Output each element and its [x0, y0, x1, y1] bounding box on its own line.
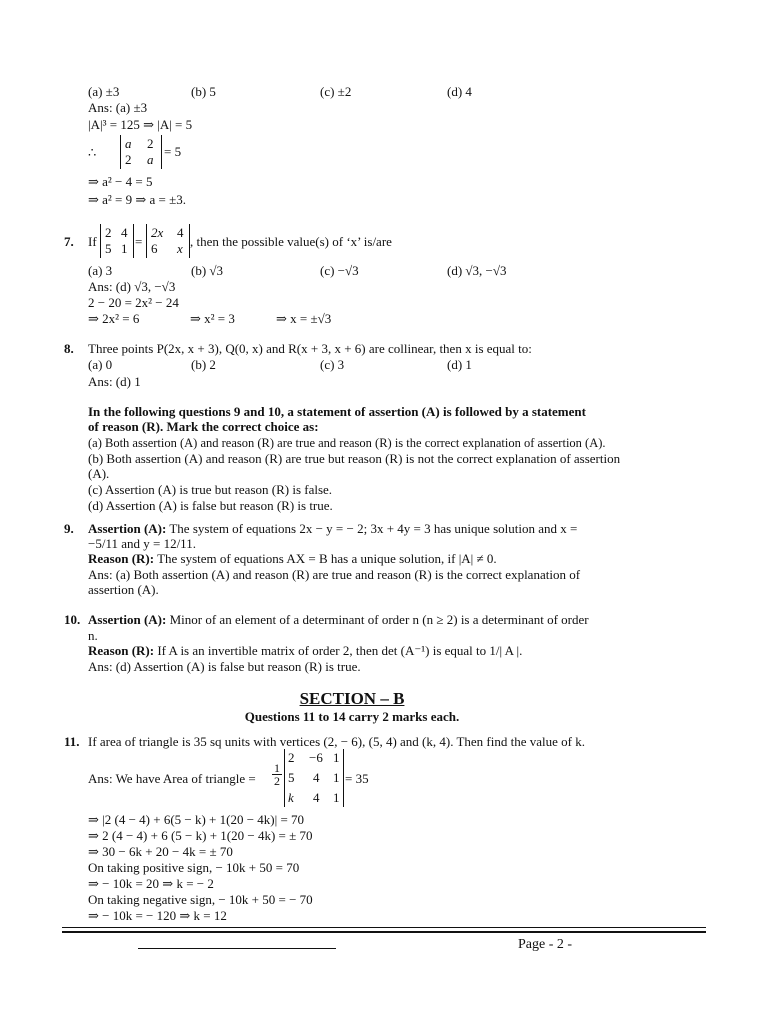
- q7-det-cell: 6: [151, 241, 158, 256]
- q7-determinant-right: [146, 224, 190, 258]
- q7-step-3: ⇒ x² = 3: [190, 311, 235, 326]
- q11-step-7: ⇒ − 10k = − 120 ⇒ k = 12: [88, 908, 227, 923]
- section-subtitle: Questions 11 to 14 carry 2 marks each.: [244, 709, 460, 724]
- q7-step-2: ⇒ 2x² = 6: [88, 311, 140, 326]
- q6-determinant: [120, 135, 162, 169]
- q7-number: 7.: [64, 234, 74, 249]
- q10-answer: Ans: (d) Assertion (A) is false but reason (R) is true.: [88, 659, 361, 674]
- q7-det-cell: 1: [121, 241, 128, 256]
- q7-equals: =: [135, 234, 143, 249]
- q9-reason-label: Reason (R):: [88, 551, 155, 566]
- q6-det-equals: = 5: [164, 144, 182, 159]
- q7-answer: Ans: (d) √3, −√3: [88, 279, 176, 294]
- q11-fraction-denominator: 2: [274, 774, 280, 788]
- q11-det-cell: 1: [333, 750, 340, 765]
- q9-reason: [88, 551, 497, 567]
- q11-number: 11.: [64, 734, 80, 749]
- q11-det-cell: k: [288, 790, 294, 805]
- q11-det-cell: 1: [333, 790, 340, 805]
- q11-question-text: If area of triangle is 35 sq units with vertices (2, − 6), (5, 4) and (k, 4). Then find the value of k.: [88, 734, 585, 749]
- q11-det-cell: 5: [288, 770, 295, 785]
- q10-reason-text: If A is an invertible matrix of order 2, then det (A⁻¹) is equal to 1/| A |.: [154, 643, 523, 658]
- q10-reason-label: Reason (R):: [88, 643, 155, 658]
- q11-step-2: ⇒ 2 (4 − 4) + 6 (5 − k) + 1(20 − 4k) = ± 70: [88, 828, 313, 843]
- q11-step-6: On taking negative sign, − 10k + 50 = − 70: [88, 892, 313, 907]
- q7-determinant-left: [100, 224, 134, 258]
- q6-det-cell: a: [125, 136, 132, 151]
- q11-step-5: ⇒ − 10k = 20 ⇒ k = − 2: [88, 876, 214, 891]
- q8-option-a: (a) 0: [88, 357, 113, 372]
- q8-option-d: (d) 1: [447, 357, 472, 372]
- q9-assertion-cont: −5/11 and y = 12/11.: [88, 536, 196, 551]
- footer-rule-top: [62, 927, 706, 928]
- q9-assertion-text: The system of equations 2x − y = − 2; 3x + 4y = 3 has unique solution and x =: [166, 521, 578, 536]
- q10-number: 10.: [64, 612, 81, 627]
- q8-option-b: (b) 2: [191, 357, 216, 372]
- q7-if: If: [88, 234, 97, 249]
- q6-det-cell: 2: [125, 152, 132, 167]
- q6-option-b: (b) 5: [191, 84, 216, 99]
- ar-choice-a: (a) Both assertion (A) and reason (R) are true and reason (R) is the correct explanation of assertion (A).: [88, 436, 606, 450]
- footer-rule-bottom: [62, 931, 706, 933]
- q11-step-4: On taking positive sign, − 10k + 50 = 70: [88, 860, 300, 875]
- q9-assertion-label: Assertion (A):: [88, 521, 167, 536]
- q11-fraction-numerator: 1: [274, 761, 280, 775]
- q11-det-cell: −6: [309, 750, 323, 765]
- q6-option-d: (d) 4: [447, 84, 472, 99]
- q6-answer: Ans: (a) ±3: [88, 100, 148, 115]
- ar-choice-d: (d) Assertion (A) is false but reason (R) is true.: [88, 498, 333, 513]
- footer-short-rule: [138, 948, 336, 949]
- q7-option-b: (b) √3: [191, 263, 224, 278]
- q9-reason-text: The system of equations AX = B has a unique solution, if |A| ≠ 0.: [154, 551, 497, 566]
- q6-det-cell: a: [147, 152, 154, 167]
- q7-option-c: (c) −√3: [320, 263, 359, 278]
- ar-choice-b-cont: (A).: [88, 466, 110, 481]
- q6-step-2: ⇒ a² − 4 = 5: [88, 174, 153, 189]
- q7-question-text: , then the possible value(s) of ‘x’ is/are: [190, 234, 392, 249]
- q7-step-4: ⇒ x = ±√3: [276, 311, 332, 326]
- q11-step-1: ⇒ |2 (4 − 4) + 6(5 − k) + 1(20 − 4k)| = 70: [88, 812, 305, 827]
- q7-option-d: (d) √3, −√3: [447, 263, 507, 278]
- section-title: SECTION – B: [299, 689, 405, 708]
- q9-number: 9.: [64, 521, 74, 536]
- q11-det-equals: = 35: [345, 771, 369, 786]
- q10-assertion-label: Assertion (A):: [88, 612, 167, 627]
- q7-det-cell: x: [177, 241, 183, 256]
- q11-step-3: ⇒ 30 − 6k + 20 − 4k = ± 70: [88, 844, 233, 859]
- q9-answer: Ans: (a) Both assertion (A) and reason (R) are true and reason (R) is the correct explanation of: [88, 567, 581, 582]
- q7-option-a: (a) 3: [88, 263, 113, 278]
- q11-answer-prefix: Ans: We have Area of triangle =: [88, 771, 256, 786]
- q6-det-cell: 2: [147, 136, 154, 151]
- q7-step-1: 2 − 20 = 2x² − 24: [88, 295, 179, 310]
- q11-det-cell: 1: [333, 770, 340, 785]
- q11-det-cell: 4: [313, 790, 320, 805]
- q6-option-c: (c) ±2: [320, 84, 352, 99]
- q10-assertion-cont: n.: [88, 628, 98, 643]
- q7-det-cell: 4: [177, 225, 184, 240]
- ar-heading-line-2: of reason (R). Mark the correct choice as:: [88, 419, 319, 434]
- q8-option-c: (c) 3: [320, 357, 345, 372]
- q10-assertion-text: Minor of an element of a determinant of order n (n ≥ 2) is a determinant of order: [166, 612, 589, 627]
- q8-answer: Ans: (d) 1: [88, 374, 141, 389]
- q7-det-cell: 5: [105, 241, 112, 256]
- q6-option-a: (a) ±3: [88, 84, 120, 99]
- ar-heading-line-1: In the following questions 9 and 10, a statement of assertion (A) is followed by a statement: [88, 404, 586, 419]
- q7-det-cell: 2: [105, 225, 112, 240]
- q11-fraction: [272, 762, 282, 787]
- q9-assertion: [88, 521, 577, 537]
- q7-det-cell: 4: [121, 225, 128, 240]
- q9-answer-cont: assertion (A).: [88, 582, 159, 597]
- ar-choice-c: (c) Assertion (A) is true but reason (R) is false.: [88, 482, 333, 497]
- page-number: Page - 2 -: [518, 937, 573, 952]
- q10-reason: [88, 643, 522, 659]
- q6-step-3: ⇒ a² = 9 ⇒ a = ±3.: [88, 192, 187, 207]
- q8-question-text: Three points P(2x, x + 3), Q(0, x) and R(x + 3, x + 6) are collinear, then x is equal to:: [88, 341, 532, 356]
- q11-det-cell: 2: [288, 750, 295, 765]
- q11-determinant: [284, 749, 344, 807]
- q11-det-cell: 4: [313, 770, 320, 785]
- q6-step-1: |A|³ = 125 ⇒ |A| = 5: [88, 117, 193, 132]
- q10-assertion: [88, 612, 589, 628]
- ar-choice-b: (b) Both assertion (A) and reason (R) are true but reason (R) is not the correct explanation of assertion: [88, 451, 621, 466]
- q7-det-cell: 2x: [151, 225, 164, 240]
- q8-number: 8.: [64, 341, 74, 356]
- q6-therefore-symbol: ∴: [88, 145, 97, 160]
